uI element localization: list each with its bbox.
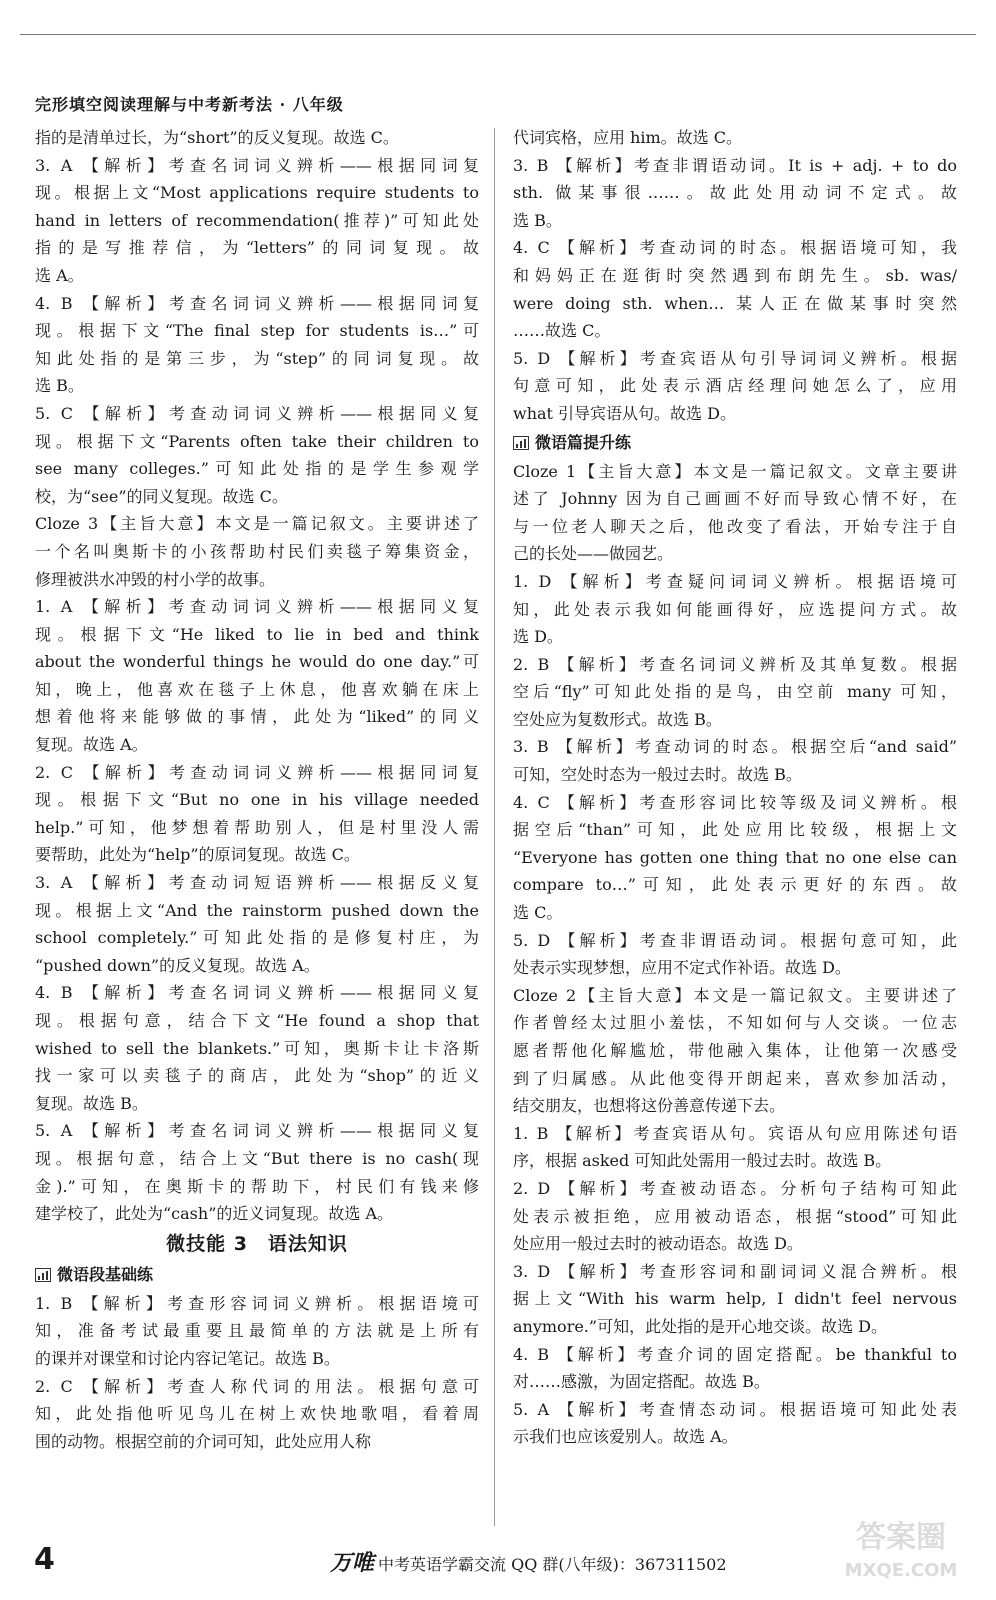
text-line: 修理被洪水冲毁的村小学的故事。 (35, 569, 276, 589)
text-line: compare to…”可知，此处表示更好的东西。故 (513, 875, 957, 895)
text-line: 己的长处——做园艺。 (513, 544, 674, 564)
text-line: 到了归属感。从此他变得开朗起来，喜欢参加活动， (513, 1068, 957, 1088)
text-line: Cloze 3【主旨大意】本文是一篇记叙文。主要讲述了 (35, 514, 479, 534)
brand-logo: 万唯 (330, 1551, 375, 1576)
text-line: 5. A 【解析】考查名词词义辨析——根据同义复 (35, 1121, 479, 1141)
text-line: 4. C 【解析】考查形容词比较等级及词义辨析。根 (513, 792, 957, 812)
text-line: 1. D 【解析】考查疑问词词义辨析。根据语境可 (513, 571, 957, 591)
text-line: 选 D。 (513, 627, 563, 647)
text-line: wished to sell the blankets.”可知，奥斯卡让卡洛斯 (35, 1038, 479, 1058)
watermark-url: MXQE.COM (844, 1560, 958, 1581)
text-line: 金).”可知，在奥斯卡的帮助下，村民们有钱来修 (35, 1176, 479, 1196)
text-line: 据上文“With his warm help, I didn't feel nervous (513, 1289, 957, 1309)
text-line: 现。根据下文“He liked to lie in bed and think (35, 624, 479, 644)
text-line: 选 A。 (35, 265, 84, 285)
left-column-tail (35, 1290, 479, 1456)
text-line: 现。根据句意，结合下文“He found a shop that (35, 1011, 479, 1030)
text-line: 知，准备考试最重要且最简单的方法就是上所有 (35, 1321, 479, 1341)
qq-group-text: 中考英语学霸交流 QQ 群(八年级)：367311502 (378, 1555, 727, 1574)
text-line: “Everyone has gotten one thing that no one else can (513, 847, 957, 867)
text-line: 找一家可以卖毯子的商店，此处为“shop”的近义 (35, 1066, 479, 1086)
text-line: 复现。故选 A。 (35, 735, 148, 755)
text-line: 述了 Johnny 因为自己画画不好而导致心情不好，在 (513, 489, 957, 509)
right-column-tail (513, 458, 957, 1451)
text-line: 选 B。 (35, 376, 84, 396)
text-line: what 引导宾语从句。故选 D。 (513, 403, 736, 423)
page-number: 4 (34, 1542, 55, 1577)
text-line: 现。根据上文“And the rainstorm pushed down the (35, 900, 479, 920)
text-line: 选 B。 (513, 210, 562, 230)
text-line: 选 C。 (513, 903, 563, 923)
text-line: 5. D 【解析】考查宾语从句引导词词义辨析。根据 (513, 348, 957, 368)
text-line: 现。根据下文“Parents often take their children to (35, 431, 479, 451)
text-line: 作者曾经太过胆小羞怯，不知如何与人交谈。一位志 (513, 1013, 957, 1033)
watermark (826, 1518, 976, 1596)
text-line: 对……感激，为固定搭配。故选 B。 (513, 1372, 770, 1392)
text-line: 知此处指的是第三步，为“step”的同词复现。故 (35, 348, 479, 368)
text-line: 一个名叫奥斯卡的小孩帮助村民们卖毯子筹集资金， (35, 541, 479, 561)
text-line: 1. B 【解析】考查形容词词义辨析。根据语境可 (35, 1293, 479, 1313)
text-line: 2. D 【解析】考查被动语态。分析句子结构可知此 (513, 1178, 957, 1198)
text-line: 知，此处指他听见鸟儿在树上欢快地歌唱，看着周 (35, 1404, 479, 1424)
right-column-lines (513, 124, 957, 428)
text-line: 空处应为复数形式。故选 B。 (513, 709, 722, 729)
text-line: 5. C 【解析】考查动词词义辨析——根据同义复 (35, 403, 479, 423)
bar-chart-icon (35, 1268, 51, 1282)
text-line: 代词宾格，应用 him。故选 C。 (513, 128, 743, 147)
text-line: 空后“fly”可知此处指的是鸟，由空前 many 可知， (513, 682, 957, 702)
text-line: 4. B 【解析】考查名词词义辨析——根据同义复 (35, 983, 479, 1003)
text-line: 1. B 【解析】考查宾语从句。宾语从句应用陈述句语 (513, 1123, 957, 1143)
text-line: 3. D 【解析】考查形容词和副词词义混合辨析。根 (513, 1261, 957, 1281)
bar-chart-icon (513, 436, 529, 450)
text-line: 愿者帮他化解尴尬，带他融入集体，让他第一次感受 (513, 1041, 957, 1060)
text-line: 3. B 【解析】考查动词的时态。根据空后“and said” (513, 737, 957, 757)
text-line: 复现。故选 B。 (35, 1093, 148, 1113)
text-line: help.”可知，他梦想着帮助别人，但是村里没人需 (35, 817, 479, 837)
watermark-title: 答案圈 (856, 1520, 946, 1555)
right-column (513, 124, 957, 1451)
left-column-lines (35, 124, 479, 1228)
text-line: 与一位老人聊天之后，他改变了看法，开始专注于自 (513, 516, 957, 536)
text-line: “pushed down”的反义复现。故选 A。 (35, 955, 320, 975)
text-line: 示我们也应该爱别人。故选 A。 (513, 1427, 738, 1447)
text-line: 3. A 【解析】考查名词词义辨析——根据同词复 (35, 155, 479, 175)
text-line: 处表示实现梦想，应用不定式作补语。故选 D。 (513, 958, 851, 978)
text-line: anymore.”可知，此处指的是开心地交谈。故选 D。 (513, 1316, 887, 1336)
text-line: 3. A 【解析】考查动词短语辨析——根据反义复 (35, 873, 479, 893)
text-line: hand in letters of recommendation(推荐)”可知此处 (35, 210, 479, 230)
text-line: 序，根据 asked 可知此处需用一般过去时。故选 B。 (513, 1151, 892, 1171)
text-line: 5. A 【解析】考查情态动词。根据语境可知此处表 (513, 1399, 957, 1419)
text-line: 和妈妈正在逛街时突然遇到布朗先生。sb. was/ (513, 265, 957, 285)
text-line: 现。根据下文“The final step for students is…”可 (35, 321, 479, 341)
text-line: 想着他将来能够做的事情，此处为“liked”的同义 (35, 707, 479, 727)
text-line: were doing sth. when… 某人正在做某事时突然 (513, 293, 957, 313)
column-divider (494, 128, 495, 1526)
text-line: about the wonderful things he would do one day.”可 (35, 652, 479, 672)
left-column (35, 124, 479, 1455)
text-line: 知，晚上，他喜欢在毯子上休息，他喜欢躺在床上 (35, 679, 479, 699)
text-line: ……故选 C。 (513, 321, 611, 341)
text-line: see many colleges.”可知此处指的是学生参观学 (35, 459, 479, 479)
text-line: 结交朋友，也想将这份善意传递下去。 (513, 1096, 786, 1116)
text-line: school completely.”可知此处指的是修复村庄，为 (35, 928, 479, 948)
text-line: 的课并对课堂和讨论内容记笔记。故选 B。 (35, 1348, 340, 1368)
text-line: sth. 做某事很……。故此处用动词不定式。故 (513, 183, 957, 203)
text-line: 围的动物。根据空前的介词可知，此处应用人称 (35, 1431, 372, 1451)
text-line: 2. B 【解析】考查名词词义辨析及其单复数。根据 (513, 654, 957, 674)
text-line: 4. B 【解析】考查名词词义辨析——根据同词复 (35, 293, 479, 313)
left-subheading (35, 1260, 479, 1290)
right-subheading-label: 微语篇提升练 (535, 432, 632, 452)
text-line: 3. B 【解析】考查非谓语动词。It is + adj. + to do (513, 155, 957, 175)
text-line: 现。根据下文“But no one in his village needed (35, 790, 479, 810)
text-line: Cloze 1【主旨大意】本文是一篇记叙文。文章主要讲 (513, 461, 957, 481)
text-line: 2. C 【解析】考查动词词义辨析——根据同词复 (35, 762, 479, 782)
text-line: 建学校了，此处为“cash”的近义词复现。故选 A。 (35, 1204, 394, 1224)
text-line: 现。根据上文“Most applications require students to (35, 183, 479, 203)
text-line: 现。根据句意，结合上文“But there is no cash(现 (35, 1148, 479, 1168)
text-line: 处表示被拒绝，应用被动语态，根据“stood”可知此 (513, 1206, 957, 1226)
left-subheading-label: 微语段基础练 (57, 1264, 154, 1284)
text-line: 据空后“than”可知，此处应用比较级，根据上文 (513, 820, 957, 840)
top-rule (20, 34, 976, 35)
text-line: 要帮助，此处为“help”的原词复现。故选 C。 (35, 845, 360, 865)
text-line: 4. C 【解析】考查动词的时态。根据语境可知，我 (513, 238, 957, 258)
text-line: 1. A 【解析】考查动词词义辨析——根据同义复 (35, 597, 479, 617)
text-line: 4. B 【解析】考查介词的固定搭配。be thankful to (513, 1344, 957, 1364)
text-line: 5. D 【解析】考查非谓语动词。根据句意可知，此 (513, 930, 957, 950)
running-header: 完形填空阅读理解与中考新考法 · 八年级 (35, 95, 344, 114)
text-line: 可知，空处时态为一般过去时。故选 B。 (513, 765, 802, 785)
text-line: 指的是写推荐信，为“letters”的同词复现。故 (35, 238, 479, 258)
text-line: 2. C 【解析】考查人称代词的用法。根据句意可 (35, 1376, 479, 1396)
section-title: 微技能 3 语法知识 (166, 1232, 348, 1255)
text-line: 校，为“see”的同义复现。故选 C。 (35, 486, 288, 506)
right-subheading (513, 428, 957, 458)
text-line: Cloze 2【主旨大意】本文是一篇记叙文。主要讲述了 (513, 985, 957, 1005)
text-line: 指的是清单过长，为“short”的反义复现。故选 C。 (35, 128, 399, 147)
text-line: 句意可知，此处表示酒店经理问她怎么了，应用 (513, 376, 957, 396)
text-line: 处应用一般过去时的被动语态。故选 D。 (513, 1234, 803, 1254)
text-line: 知，此处表示我如何能画得好，应选提问方式。故 (513, 599, 957, 619)
